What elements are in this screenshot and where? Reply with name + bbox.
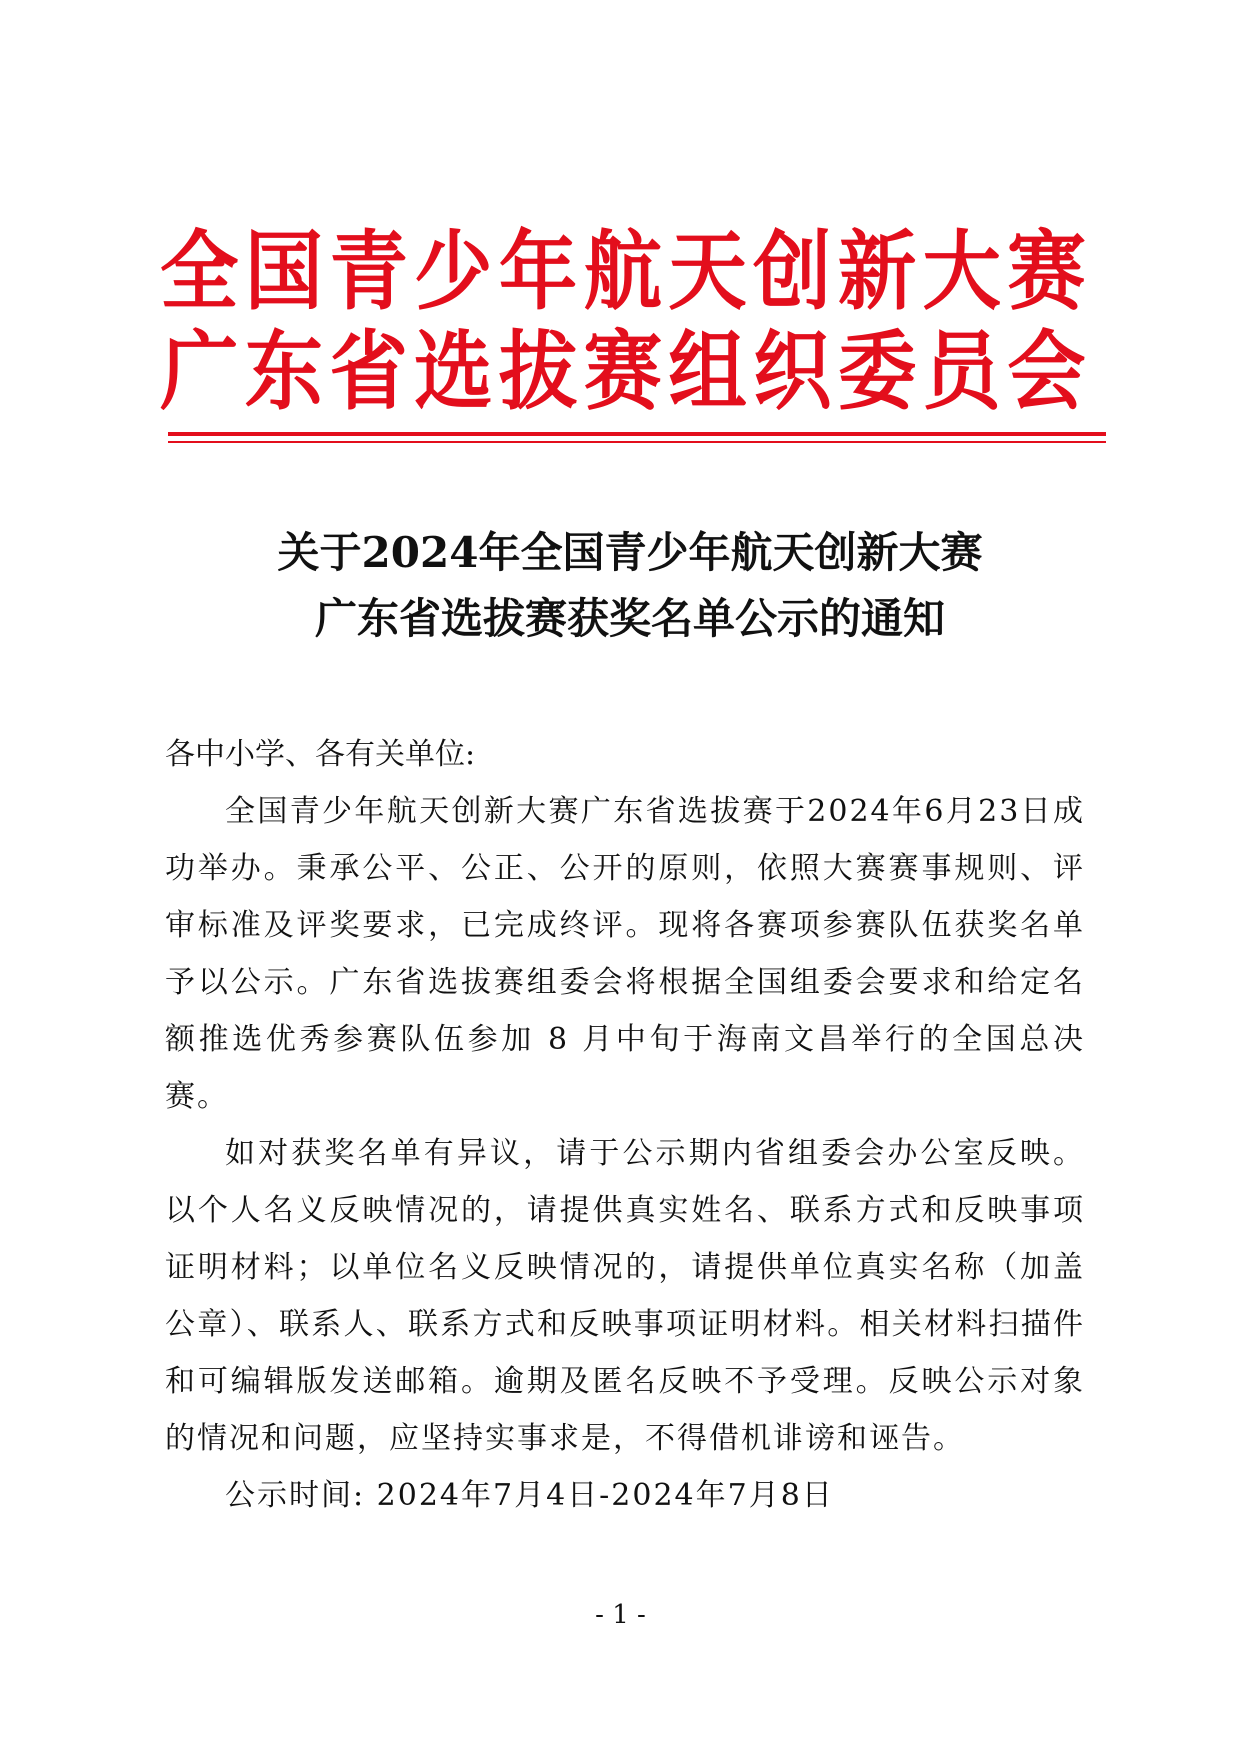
notice-title <box>160 520 1100 652</box>
paragraph-1: 全国青少年航天创新大赛广东省选拔赛于2024年6月23日成功举办。秉承公平、公正、公开的原则，依照大赛赛事规则、评审标准及评奖要求，已完成终评。现将各赛项参赛队伍获奖名单予以公示。广东省选拔赛组委会将根据全国组委会要求和给定名额推选优秀参赛队伍参加 8 月中旬于海南文昌举行的全国总决赛。 <box>165 794 1085 1114</box>
notice-body <box>165 726 1085 1524</box>
publicity-time: 公示时间: 2024年7月4日-2024年7月8日 <box>225 1478 834 1513</box>
letterhead-rule-thick <box>168 432 1106 436</box>
letterhead-line-2: 广东省选拔赛组织委员会 <box>160 322 1092 422</box>
notice-title-line-2: 广东省选拔赛获奖名单公示的通知 <box>314 594 945 643</box>
paragraph-2: 如对获奖名单有异议，请于公示期内省组委会办公室反映。以个人名义反映情况的，请提供真实姓名、联系方式和反映事项证明材料；以单位名义反映情况的，请提供单位真实名称（加盖公章）、联系人、联系方式和反映事项证明材料。相关材料扫描件和可编辑版发送邮箱。逾期及匿名反映不予受理。反映公示对象的情况和问题，应坚持实事求是，不得借机诽谤和诬告。 <box>165 1136 1085 1456</box>
red-letterhead <box>160 222 1092 422</box>
letterhead-line-1: 全国青少年航天创新大赛 <box>160 222 1092 322</box>
salutation: 各中小学、各有关单位: <box>165 737 476 772</box>
page-number: - 1 - <box>595 1600 646 1630</box>
notice-title-line-1: 关于2024年全国青少年航天创新大赛 <box>277 528 983 577</box>
letterhead-rule-thin <box>168 441 1106 443</box>
